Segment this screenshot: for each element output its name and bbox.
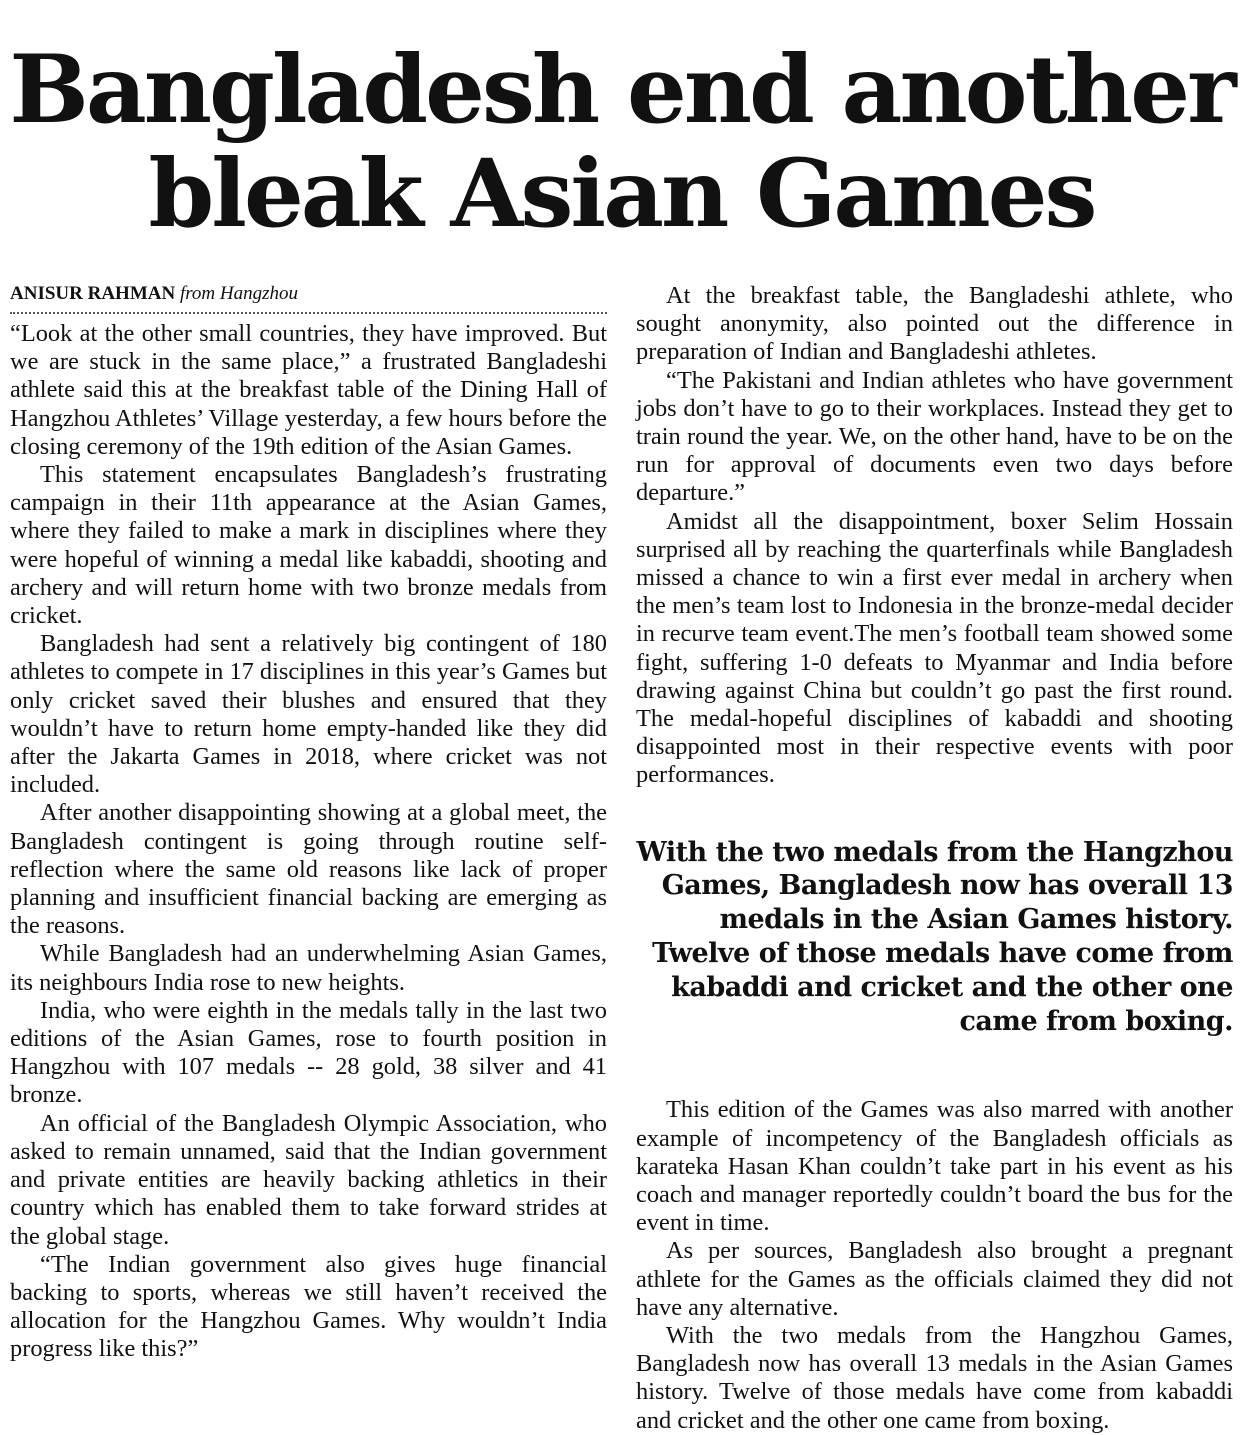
paragraph: With the two medals from the Hangzhou Games, Bangladesh now has overall 13 medals in the Asian Games history. Twelve of those medals have come from kabaddi and cricket and the other one came from boxing. — [636, 1322, 1233, 1434]
byline-location: from Hangzhou — [179, 283, 299, 304]
paragraph: “The Indian government also gives huge financial backing to sports, whereas we still haven’t received the allocation for the Hangzhou Games. Why wouldn’t India progress like this?” — [10, 1250, 607, 1363]
paragraph: This statement encapsulates Bangladesh’s frustrating campaign in their 11th appearance at the Asian Games, where they failed to make a mark in disciplines where they were hopeful of winning a medal like kabaddi, shooting and archery and will return home with two bronze medals from cricket. — [10, 461, 607, 630]
paragraph: At the breakfast table, the Bangladeshi athlete, who sought anonymity, also pointed out the difference in preparation of Indian and Bangladeshi athletes. — [636, 282, 1233, 366]
byline-author: ANISUR RAHMAN — [10, 283, 176, 304]
pull-quote: With the two medals from the Hangzhou Games, Bangladesh now has overall 13 medals in the Asian Games history. Twelve of those medals have come from kabaddi and cricket and the other one came from boxing. — [636, 836, 1233, 1037]
paragraph: India, who were eighth in the medals tally in the last two editions of the Asian Games, rose to fourth position in Hangzhou with 107 medals -- 28 gold, 38 silver and 41 bronze. — [10, 996, 607, 1109]
paragraph: After another disappointing showing at a global meet, the Bangladesh contingent is going through routine self-reflection where the same old reasons like lack of proper planning and insufficient financial backing are emerging as the reasons. — [10, 799, 607, 940]
paragraph: An official of the Bangladesh Olympic Association, who asked to remain unnamed, said that the Indian government and private entities are heavily backing athletics in their country which has enabled them to take forward strides at the global stage. — [10, 1109, 607, 1250]
left-column — [10, 282, 607, 1364]
paragraph: “The Pakistani and Indian athletes who have government jobs don’t have to go to their workplaces. Instead they get to train round the year. We, on the other hand, have to be on the run for approval of documents even two days before departure.” — [636, 366, 1233, 507]
headline-line-1: Bangladesh end another — [9, 35, 1234, 145]
paragraph: This edition of the Games was also marred with another example of incompetency of the Bangladesh officials as karateka Hasan Khan couldn’t take part in his event as his coach and manager reportedly couldn’t board the bus for the event in time. — [636, 1096, 1233, 1237]
paragraph: Amidst all the disappointment, boxer Selim Hossain surprised all by reaching the quarterfinals while Bangladesh missed a chance to win a first ever medal in archery when the men’s team lost to Indonesia in the bronze-medal decider in recurve team event.The men’s football team showed some fight, suffering 1-0 defeats to Myanmar and India before drawing against China but couldn’t go past the first round. The medal-hopeful disciplines of kabaddi and shooting disappointed most in their respective events with poor performances. — [636, 507, 1233, 789]
right-column — [636, 282, 1233, 1435]
headline-line-2: bleak Asian Games — [148, 139, 1095, 249]
paragraph: As per sources, Bangladesh also brought a pregnant athlete for the Games as the officials claimed they did not have any alternative. — [636, 1237, 1233, 1321]
byline — [10, 282, 607, 314]
paragraph: While Bangladesh had an underwhelming Asian Games, its neighbours India rose to new heights. — [10, 940, 607, 996]
headline — [0, 35, 1243, 249]
paragraph: Bangladesh had sent a relatively big contingent of 180 athletes to compete in 17 disciplines in this year’s Games but only cricket saved their blushes and ensured that they wouldn’t have to return home empty-handed like they did after the Jakarta Games in 2018, where cricket was not included. — [10, 630, 607, 799]
paragraph: “Look at the other small countries, they have improved. But we are stuck in the same place,” a frustrated Bangladeshi athlete said this at the breakfast table of the Dining Hall of Hangzhou Athletes’ Village yesterday, a few hours before the closing ceremony of the 19th edition of the Asian Games. — [10, 320, 607, 460]
